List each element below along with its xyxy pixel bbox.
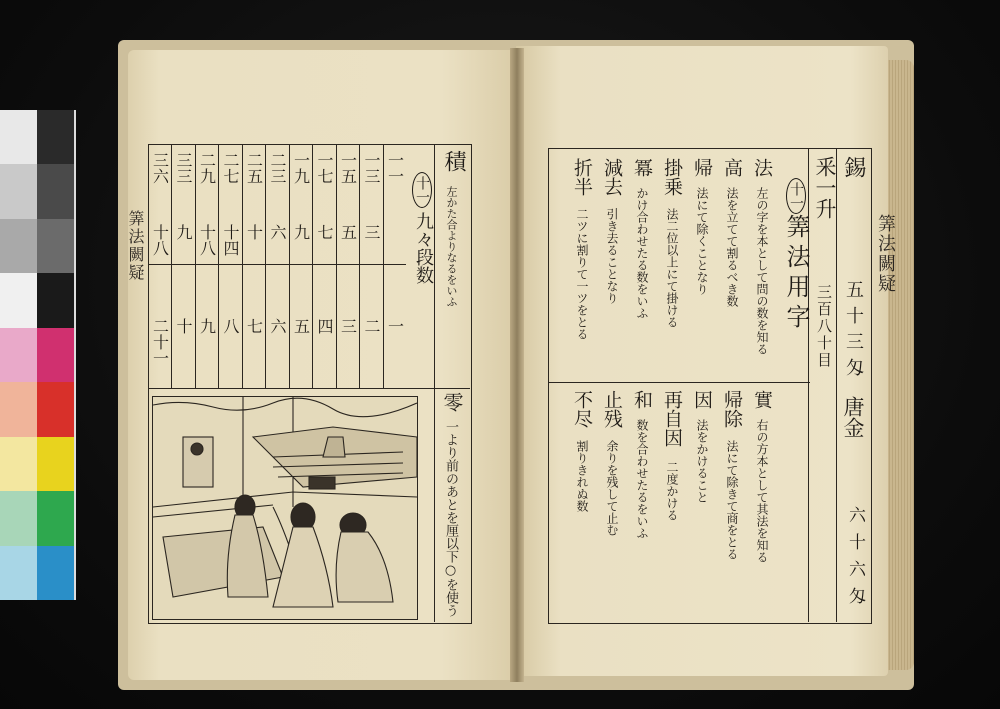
illustration-scene xyxy=(153,397,417,619)
glossary-term: 不尽 xyxy=(571,390,593,428)
left-table-divider xyxy=(148,388,470,389)
glossary-term: 帰 xyxy=(691,158,713,177)
table-cell-product: 三 xyxy=(362,224,381,240)
color-swatch xyxy=(37,273,74,327)
glossary-note: 二ツに割りて一ツをとる xyxy=(575,208,589,340)
glossary-note: 右の方本として其法を知る xyxy=(755,419,769,563)
glossary-term: 再自因 xyxy=(661,390,683,447)
line1-head: 錫 xyxy=(841,156,866,178)
color-swatch xyxy=(0,437,37,491)
table-cell-result: 十 xyxy=(174,318,193,334)
color-swatch xyxy=(0,382,37,436)
table-cell-result: 八 xyxy=(221,318,240,334)
right-section-mark xyxy=(786,178,806,214)
section-mark-circle: 十一 xyxy=(412,172,432,208)
table-column-rule xyxy=(148,144,149,388)
color-swatch xyxy=(0,219,37,273)
color-swatch xyxy=(37,110,74,164)
table-cell-factors: 三六 xyxy=(150,152,170,184)
table-cell-product: 十八 xyxy=(150,224,170,256)
glossary-term: 止残 xyxy=(601,390,623,428)
color-swatch xyxy=(0,110,37,164)
color-swatch xyxy=(37,491,74,545)
table-cell-factors: 一五 xyxy=(338,152,358,184)
glossary-note: かけ合わせたる数をいふ xyxy=(635,187,649,319)
table-cell-product: 十八 xyxy=(197,224,217,256)
color-swatch xyxy=(37,164,74,218)
line1-b-head: 唐金 xyxy=(841,396,865,438)
glossary-term: 掛乗 xyxy=(661,158,683,196)
left-edge-label: 筭法闕疑 xyxy=(126,210,145,282)
table-cell-result: 二 xyxy=(362,318,381,334)
left-header-divider xyxy=(434,144,435,622)
left-rule-note: 左かた合よりなるをいふ xyxy=(445,186,458,307)
table-column-rule xyxy=(265,144,266,388)
zero-title: 零 xyxy=(440,392,464,412)
table-cell-product: 六 xyxy=(268,224,287,240)
table-column-rule xyxy=(336,144,337,388)
line2-val: 三百八十目 xyxy=(815,284,833,369)
left-title-sub: 九々段数 xyxy=(413,212,434,284)
glossary-term: 法 xyxy=(751,158,773,177)
table-cell-product: 五 xyxy=(338,224,358,240)
page-edges xyxy=(884,60,914,670)
glossary-term: 因 xyxy=(691,390,713,409)
glossary-note: 引き去ることなり xyxy=(605,208,619,304)
line1-unit: 五十三匁 xyxy=(843,280,864,384)
glossary-note: 余りを残して止む xyxy=(605,440,619,536)
table-column-rule xyxy=(242,144,243,388)
glossary-term: 減去 xyxy=(601,158,623,196)
table-cell-factors: 二五 xyxy=(244,152,264,184)
table-cell-result: 四 xyxy=(315,318,334,334)
table-column-rule xyxy=(383,144,384,388)
glossary-note: 数を合わせたるをいふ xyxy=(635,419,649,539)
color-checker xyxy=(0,110,76,600)
table-cell-result: 五 xyxy=(291,318,311,334)
table-cell-result: 九 xyxy=(197,318,217,334)
table-cell-factors: 二三 xyxy=(268,152,287,184)
right-page-border xyxy=(548,148,872,624)
glossary-term: 實 xyxy=(751,390,773,409)
table-cell-factors: 一九 xyxy=(291,152,311,184)
line2-head: 釆一升 xyxy=(813,156,837,219)
table-cell-result: 二十一 xyxy=(150,318,170,366)
color-swatch xyxy=(37,219,74,273)
table-cell-product: 十四 xyxy=(221,224,240,256)
table-column-rule xyxy=(171,144,172,388)
glossary-note: 法二位以上にて掛ける xyxy=(665,208,679,328)
table-cell-result: 一 xyxy=(385,318,405,334)
table-row-divider xyxy=(148,264,406,265)
table-cell-product: 九 xyxy=(174,224,193,240)
left-section-mark xyxy=(412,172,432,208)
color-swatch xyxy=(0,328,37,382)
color-swatch xyxy=(37,546,74,600)
glossary-term: 折半 xyxy=(571,158,593,196)
right-page-divider xyxy=(548,382,810,383)
table-cell-factors: 一一 xyxy=(385,152,405,184)
table-cell-result: 七 xyxy=(244,318,264,334)
glossary-note: 法にて除きて商をとる xyxy=(725,440,739,560)
glossary-note: 法を立てて割るべき数 xyxy=(725,187,739,307)
glossary-note: 左の字を本として問の数を知る xyxy=(755,187,769,355)
glossary-term: 冪 xyxy=(631,158,653,177)
color-swatch xyxy=(0,164,37,218)
color-swatch xyxy=(0,491,37,545)
color-swatch xyxy=(37,328,74,382)
table-cell-factors: 一七 xyxy=(315,152,334,184)
table-cell-factors: 一三 xyxy=(362,152,381,184)
table-cell-factors: 二九 xyxy=(197,152,217,184)
zero-note: 一より前のあとを厘以下○を使う xyxy=(443,420,458,617)
glossary-term: 和 xyxy=(631,390,653,409)
table-column-rule xyxy=(218,144,219,388)
glossary-term: 高 xyxy=(721,158,743,177)
color-swatch xyxy=(0,546,37,600)
color-swatch xyxy=(37,437,74,491)
left-title: 積 xyxy=(441,150,466,172)
glossary-note: 法をかけること xyxy=(695,419,709,503)
table-cell-result: 六 xyxy=(268,318,287,334)
woodblock-illustration xyxy=(152,396,418,620)
color-swatch xyxy=(0,273,37,327)
table-column-rule xyxy=(289,144,290,388)
table-cell-result: 三 xyxy=(338,318,358,334)
glossary-note: 割りきれぬ数 xyxy=(575,440,589,512)
section-title: 筭法用字 xyxy=(782,214,810,334)
table-cell-product: 十 xyxy=(244,224,264,240)
table-cell-factors: 二七 xyxy=(221,152,240,184)
book-gutter xyxy=(510,48,524,682)
right-col-divider-1 xyxy=(836,148,837,622)
glossary-note: 二度かける xyxy=(665,461,679,521)
table-column-rule xyxy=(195,144,196,388)
right-section-circle: 十一 xyxy=(786,178,806,214)
glossary-term: 帰除 xyxy=(721,390,743,428)
table-cell-product: 九 xyxy=(291,224,311,240)
table-cell-factors: 三三 xyxy=(174,152,193,184)
color-swatch xyxy=(37,382,74,436)
glossary-note: 法にて除くことなり xyxy=(695,187,709,295)
table-cell-product: 七 xyxy=(315,224,334,240)
spine-edge-label: 筭法闕疑 xyxy=(875,214,896,294)
line1-b-unit: 六十六匁 xyxy=(845,506,865,614)
table-column-rule xyxy=(312,144,313,388)
table-column-rule xyxy=(359,144,360,388)
